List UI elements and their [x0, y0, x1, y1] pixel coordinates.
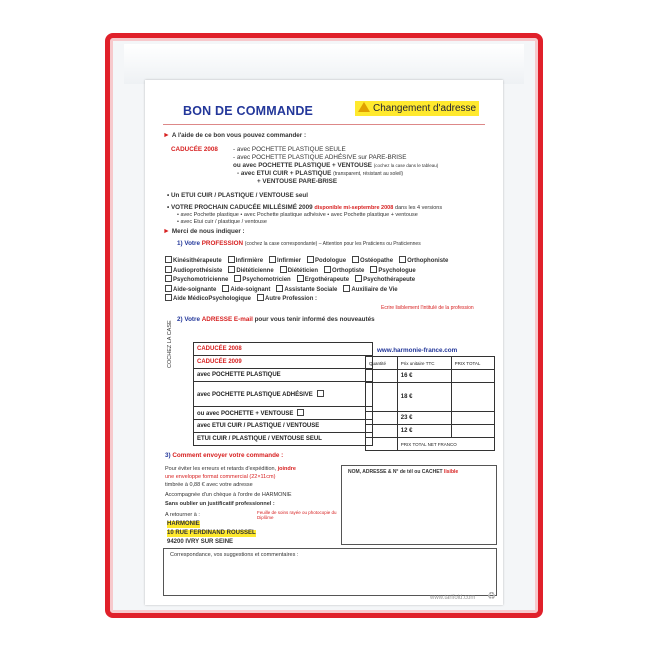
- profession-label: Ostéopathe: [360, 258, 394, 264]
- order-row-label[interactable]: avec POCHETTE PLASTIQUE: [194, 369, 373, 382]
- address-line-1: HARMONIE: [167, 521, 200, 527]
- price-cell: 16 €: [397, 370, 451, 383]
- checkbox-icon[interactable]: [269, 256, 276, 263]
- checkbox-icon[interactable]: [352, 256, 359, 263]
- website-link[interactable]: www.harmonie-france.com: [377, 347, 458, 354]
- profession-label: Aide-soignante: [173, 286, 217, 293]
- profession-row: [165, 294, 495, 304]
- profession-option[interactable]: [257, 296, 317, 302]
- check-box-side-label: COCHEZ LA CASE: [167, 320, 173, 368]
- option-4: - avec ETUI CUIR + PLASTIQUE (transparent, résistant au soleil): [237, 170, 404, 177]
- qty-cell[interactable]: [366, 383, 398, 412]
- qty-cell[interactable]: [366, 425, 398, 438]
- intro-line: ► A l'aide de ce bon vous pouvez commander :: [163, 132, 307, 139]
- checkbox-icon[interactable]: [317, 390, 324, 397]
- comments-label: Correspondance, vos suggestions et commentaires :: [170, 552, 299, 558]
- checkbox-icon[interactable]: [228, 256, 235, 263]
- profession-option[interactable]: [222, 287, 270, 293]
- profession-option[interactable]: [307, 258, 346, 264]
- qty-cell[interactable]: [366, 412, 398, 425]
- profession-label: Podologue: [315, 258, 347, 264]
- order-row: [194, 356, 373, 369]
- profession-row: [165, 256, 495, 266]
- order-row: [194, 407, 373, 420]
- order-row: [194, 420, 373, 433]
- send-heading: 3) Comment envoyer votre commande :: [165, 452, 284, 459]
- email-question: 2) Votre ADRESSE E-mail pour vous tenir informé des nouveautés: [177, 316, 375, 323]
- total-cell[interactable]: [451, 425, 494, 438]
- proof-note: Feuille de soins rayée ou photocopie du Diplôme: [257, 510, 337, 521]
- checkbox-icon[interactable]: [165, 285, 172, 292]
- profession-row: [165, 275, 495, 285]
- qty-cell[interactable]: [366, 370, 398, 383]
- order-table: [193, 342, 373, 446]
- profession-option[interactable]: [165, 258, 222, 264]
- profession-row: [165, 285, 495, 295]
- profession-label: Audioprothésiste: [173, 267, 223, 274]
- order-row: [194, 433, 373, 446]
- profession-label: Assistante Sociale: [284, 286, 338, 293]
- profession-option[interactable]: [228, 258, 263, 264]
- price-cell: 12 €: [397, 425, 451, 438]
- checkbox-icon[interactable]: [257, 294, 264, 301]
- checkbox-icon[interactable]: [165, 294, 172, 301]
- unit-price-header: Prix unitaire TTC: [397, 357, 451, 370]
- checkbox-icon[interactable]: [165, 266, 172, 273]
- checkbox-icon[interactable]: [234, 275, 241, 282]
- address-change-notice: [355, 101, 479, 116]
- profession-option[interactable]: [165, 296, 251, 302]
- profession-option[interactable]: [165, 287, 216, 293]
- checkbox-icon[interactable]: [165, 256, 172, 263]
- address-line-2: 10 RUE FERDINAND ROUSSEL: [167, 530, 256, 536]
- profession-label: Auxiliaire de Vie: [351, 286, 398, 293]
- order-row: [194, 369, 373, 382]
- return-to-label: A retourner à :: [165, 512, 200, 518]
- comments-box[interactable]: [163, 548, 497, 596]
- option-1: - avec POCHETTE PLASTIQUE SEULE: [233, 146, 346, 153]
- price-cell: 18 €: [397, 383, 451, 412]
- profession-label: Diététicienne: [236, 267, 274, 274]
- checkbox-icon[interactable]: [370, 266, 377, 273]
- checkbox-icon[interactable]: [297, 409, 304, 416]
- send-line-3: timbrée à 0,88 € avec votre adresse: [165, 482, 253, 488]
- order-form-sheet: [145, 80, 503, 605]
- profession-option[interactable]: [234, 277, 290, 283]
- checkbox-icon[interactable]: [280, 266, 287, 273]
- form-title: BON DE COMMANDE: [183, 104, 314, 118]
- profession-option[interactable]: [165, 277, 228, 283]
- profession-label: Diététicien: [287, 267, 319, 274]
- checkbox-icon[interactable]: [355, 275, 362, 282]
- title-divider: [163, 124, 485, 125]
- send-line-1: Pour éviter les erreurs et retards d'expédition, joindre: [165, 466, 296, 472]
- order-row-label[interactable]: CADUCÉE 2009: [194, 356, 373, 369]
- checkbox-icon[interactable]: [343, 285, 350, 292]
- profession-option[interactable]: [343, 287, 397, 293]
- profession-label: Psychothérapeute: [363, 277, 416, 283]
- profession-question: 1) Votre PROFESSION (cochez la case correspondante) – Attention pour les Praticiens ou Praticiennes: [177, 240, 421, 247]
- profession-option[interactable]: [297, 277, 349, 283]
- profession-checklist: [165, 256, 495, 304]
- profession-option[interactable]: [352, 258, 393, 264]
- checkbox-icon[interactable]: [165, 275, 172, 282]
- profession-label: Psychologue: [378, 267, 416, 274]
- total-cell[interactable]: [451, 412, 494, 425]
- profession-label: Infirmière: [235, 258, 264, 264]
- profession-option[interactable]: [228, 268, 273, 274]
- brand-url: www.tarifold.com: [430, 595, 476, 601]
- send-line-2: une enveloppe format commercial (22×11cm): [165, 474, 276, 480]
- profession-label: Autre Profession :: [265, 296, 318, 302]
- checkbox-icon[interactable]: [228, 266, 235, 273]
- order-row-label[interactable]: CADUCÉE 2008: [194, 343, 373, 356]
- checkbox-icon[interactable]: [324, 266, 331, 273]
- order-row: [194, 343, 373, 356]
- etui-bullet: • Un ETUI CUIR / PLASTIQUE / VENTOUSE seul: [167, 192, 308, 199]
- plastic-sheen: [124, 44, 524, 84]
- arrow-icon: ►: [163, 132, 172, 139]
- merci-heading: ► Merci de nous indiquer :: [163, 228, 245, 235]
- spacer-cell: [366, 438, 398, 451]
- order-row-label[interactable]: ou avec POCHETTE + VENTOUSE: [194, 407, 373, 420]
- qty-header: Quantité: [366, 357, 398, 370]
- name-address-box[interactable]: [341, 465, 497, 545]
- total-header: PRIX TOTAL: [451, 357, 494, 370]
- caducee-2008-label: CADUCÉE 2008: [171, 146, 218, 153]
- profession-row: [165, 266, 495, 276]
- next-sub-1: • avec Pochette plastique • avec Pochette plastique adhésive • avec Pochette plastique + ventouse: [177, 212, 418, 218]
- arrow-icon: ►: [163, 228, 172, 235]
- profession-label: Aide MédicoPsychologique: [173, 296, 252, 302]
- next-sub-2: • avec Etui cuir / plastique / ventouse: [177, 219, 267, 225]
- profession-label: Infirmier: [277, 258, 302, 264]
- name-address-label: NOM, ADRESSE & N° de tél ou CACHET lisible: [348, 469, 459, 475]
- send-line-4: Accompagnée d'un chèque à l'ordre de HARMONIE: [165, 492, 292, 498]
- option-5: + VENTOUSE PARE-BRISE: [257, 178, 338, 185]
- profession-option[interactable]: [370, 268, 415, 274]
- checkbox-icon[interactable]: [276, 285, 283, 292]
- send-line-5: Sans oublier un justificatif professionnel :: [165, 501, 275, 507]
- checkbox-icon[interactable]: [307, 256, 314, 263]
- warning-text: Changement d'adresse: [373, 103, 477, 114]
- order-row-label[interactable]: avec POCHETTE PLASTIQUE ADHÉSIVE: [194, 382, 373, 407]
- net-total-label: PRIX TOTAL NET FRANCO: [397, 438, 494, 451]
- profession-label: Aide-soignant: [230, 286, 271, 293]
- order-row: [194, 382, 373, 407]
- option-3: ou avec POCHETTE PLASTIQUE + VENTOUSE (cochez la case dans le tableau): [233, 162, 439, 169]
- profession-write-note: Ecrire lisiblement l'intitulé de la profession: [381, 305, 474, 311]
- checkbox-icon[interactable]: [399, 256, 406, 263]
- recycle-icon: ♻: [487, 591, 496, 602]
- profession-option[interactable]: [276, 287, 337, 293]
- checkbox-icon[interactable]: [222, 285, 229, 292]
- profession-label: Orthoptiste: [332, 267, 365, 274]
- profession-option[interactable]: [269, 258, 301, 264]
- price-table: [365, 356, 495, 451]
- profession-label: Psychomotricien: [242, 277, 291, 283]
- total-cell[interactable]: [451, 383, 494, 412]
- profession-option[interactable]: [324, 268, 364, 274]
- profession-label: Psychomotricienne: [173, 277, 229, 283]
- profession-option[interactable]: [399, 258, 448, 264]
- profession-option[interactable]: [280, 268, 318, 274]
- option-2: - avec POCHETTE PLASTIQUE ADHÉSIVE sur PARE-BRISE: [233, 154, 407, 161]
- profession-option[interactable]: [355, 277, 415, 283]
- next-caducee: • VOTRE PROCHAIN CADUCÉE MILLÉSIMÉ 2009 disponible mi-septembre 2008 dans les 4 versions: [167, 204, 443, 211]
- address-line-3: 94200 IVRY SUR SEINE: [167, 539, 234, 545]
- order-row-label[interactable]: ETUI CUIR / PLASTIQUE / VENTOUSE SEUL: [194, 433, 373, 446]
- checkbox-icon[interactable]: [297, 275, 304, 282]
- warning-icon: [358, 102, 370, 112]
- profession-label: Kinésithérapeute: [173, 258, 222, 264]
- profession-label: Orthophoniste: [407, 258, 449, 264]
- order-row-label[interactable]: avec ETUI CUIR / PLASTIQUE / VENTOUSE: [194, 420, 373, 433]
- profession-label: Ergothérapeute: [304, 277, 350, 283]
- profession-option[interactable]: [165, 268, 222, 274]
- price-cell: 23 €: [397, 412, 451, 425]
- total-cell[interactable]: [451, 370, 494, 383]
